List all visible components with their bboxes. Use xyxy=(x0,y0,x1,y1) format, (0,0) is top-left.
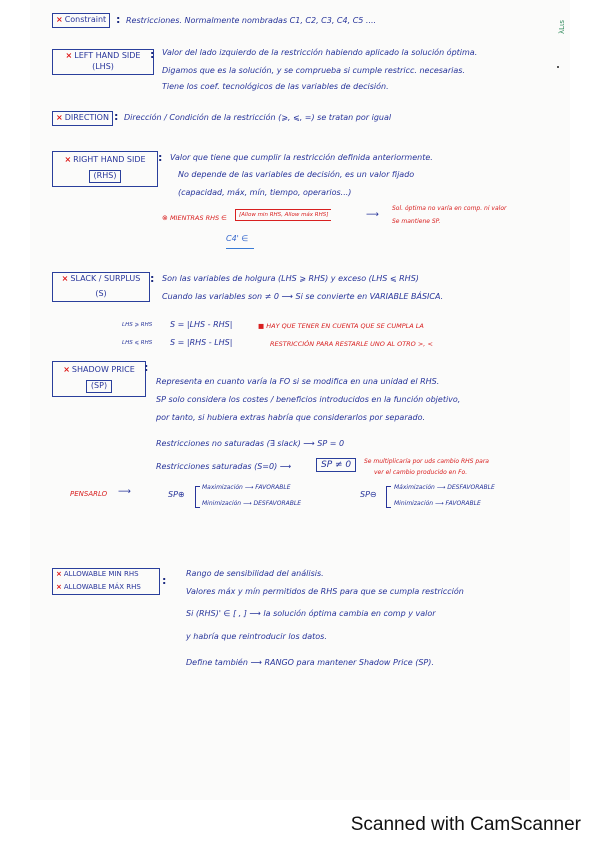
shadow-sat-note-1: Se multiplicaría por uds cambio RHS para xyxy=(364,458,489,465)
rhs-label-box: × RIGHT HAND SIDE (RHS) xyxy=(52,151,158,187)
slack-warning-1: ■ HAY QUE TENER EN CUENTA QUE SE CUMPLA LA xyxy=(258,322,424,330)
pensarlo-label: PENSARLO xyxy=(70,490,108,498)
constraint-label: Constraint xyxy=(64,15,107,24)
lhs-line-2: Digamos que es la solución, y se comprueba si cumple restricc. necesarias. xyxy=(162,66,465,75)
lhs-abbrev: (LHS) xyxy=(92,61,114,71)
allowable-line-2: Valores máx y mín permitidos de RHS para que se cumpla restricción xyxy=(186,587,464,596)
sp-plus-1: Maximización ⟶ FAVORABLE xyxy=(202,484,291,491)
allowable-min-label: ALLOWABLE MIN RHS xyxy=(63,570,139,578)
slack-formula1-cond: LHS ⩾ RHS xyxy=(122,322,153,328)
shadow-label-box: × SHADOW PRICE (SP) xyxy=(52,361,146,397)
direction-label: DIRECTION xyxy=(64,113,109,122)
constraint-label-box: × Constraint xyxy=(52,13,110,28)
sp-minus-1: Máximización ⟶ DESFAVORABLE xyxy=(394,484,495,491)
shadow-saturated: Restricciones saturadas (S=0) ⟶ xyxy=(156,462,292,471)
slack-formula-1: S = |LHS - RHS| xyxy=(170,320,233,329)
slack-label: SLACK / SURPLUS xyxy=(70,274,141,283)
sp-plus-label: SP⊕ xyxy=(168,490,185,499)
sp-minus-label: SP⊖ xyxy=(360,490,377,499)
rhs-label: RIGHT HAND SIDE xyxy=(73,155,146,164)
allowable-line-4: y habría que reintroducir los datos. xyxy=(186,632,327,641)
margin-mark: λLιs xyxy=(558,19,566,34)
rhs-line-3: (capacidad, máx, mín, tiempo, operarios...) xyxy=(178,188,352,197)
rhs-note-bracket: [Allow min RHS, Allow máx RHS] xyxy=(235,209,331,221)
sp-plus-2: Minimización ⟶ DESFAVORABLE xyxy=(202,500,301,507)
direction-text: Dirección / Condición de la restricción (⩾, ⩽, =) se tratan por igual xyxy=(124,113,392,122)
rhs-note-result-1: Sol. óptima no varía en comp. ni valor xyxy=(392,205,507,212)
arrow-icon: ⟶ xyxy=(118,487,131,497)
rhs-note-prefix: ⊗ MIENTRAS RHS ∈ xyxy=(162,214,227,222)
slack-formula-2: S = |RHS - LHS| xyxy=(170,338,233,347)
shadow-sat-note-2: ver el cambio producido en Fo. xyxy=(374,469,468,476)
shadow-line-3: por tanto, si hubiera extras habría que considerarlos por separado. xyxy=(156,413,426,422)
allowable-line-3: Si (RHS)' ∈ [ , ] ⟶ la solución óptima cambia en comp y valor xyxy=(186,609,436,618)
slack-line-2: Cuando las variables son ≠ 0 ⟶ Si se convierte en VARIABLE BÁSICA. xyxy=(162,292,444,301)
shadow-no-saturated: Restricciones no saturadas (∃ slack) ⟶ SP = 0 xyxy=(156,439,345,448)
allowable-line-1: Rango de sensibilidad del análisis. xyxy=(186,569,324,578)
scanned-page xyxy=(30,0,570,800)
rhs-line-2: No depende de las variables de decisión, es un valor fijado xyxy=(178,170,415,179)
blue-underline xyxy=(226,248,254,249)
colon: : xyxy=(144,361,149,374)
ink-dot xyxy=(557,66,559,68)
direction-label-box: × DIRECTION xyxy=(52,111,113,126)
allowable-max-label: ALLOWABLE MÁX RHS xyxy=(63,583,141,592)
colon: : xyxy=(114,110,119,123)
colon: : xyxy=(116,13,121,26)
slack-abbrev: (S) xyxy=(95,288,107,298)
brace-icon xyxy=(386,486,391,508)
lhs-line-1: Valor del lado izquierdo de la restricción habiendo aplicado la solución óptima. xyxy=(162,48,478,57)
shadow-line-1: Representa en cuanto varía la FO si se modifica en una unidad el RHS. xyxy=(156,377,440,386)
constraint-text: Restricciones. Normalmente nombradas C1, C2, C3, C4, C5 .... xyxy=(126,16,377,25)
camscanner-watermark: Scanned with CamScanner xyxy=(350,814,581,835)
allowable-label-box: × ALLOWABLE MIN RHS × ALLOWABLE MÁX RHS xyxy=(52,568,160,595)
lhs-label: LEFT HAND SIDE xyxy=(74,51,141,60)
lhs-label-box: × LEFT HAND SIDE (LHS) xyxy=(52,49,154,75)
sp-minus-2: Minimización ⟶ FAVORABLE xyxy=(394,500,481,507)
brace-icon xyxy=(195,486,200,508)
rhs-line-1: Valor que tiene que cumplir la restricción definida anteriormente. xyxy=(170,153,433,162)
slack-warning-2: RESTRICCIÓN PARA RESTARLE UNO AL OTRO >, < xyxy=(270,340,433,348)
allowable-line-5: Define también ⟶ RANGO para mantener Shadow Price (SP). xyxy=(186,658,434,667)
shadow-abbrev: (SP) xyxy=(86,380,112,393)
rhs-blue-note: C4' ∈ xyxy=(226,234,249,243)
colon: : xyxy=(162,574,167,587)
rhs-abbrev: (RHS) xyxy=(89,170,122,183)
shadow-line-2: SP solo considera los costes / beneficios introducidos en la función objetivo, xyxy=(156,395,461,404)
arrow-icon: ⟶ xyxy=(366,210,379,220)
slack-line-1: Son las variables de holgura (LHS ⩾ RHS) y exceso (LHS ⩽ RHS) xyxy=(162,274,419,283)
shadow-label: SHADOW PRICE xyxy=(71,365,135,374)
slack-formula2-cond: LHS ⩽ RHS xyxy=(122,340,153,346)
colon: : xyxy=(150,48,155,61)
rhs-note-result-2: Se mantiene SP. xyxy=(392,218,441,225)
shadow-sp-box: SP ≠ 0 xyxy=(316,458,356,472)
colon: : xyxy=(158,151,163,164)
colon: : xyxy=(150,272,155,285)
slack-label-box: × SLACK / SURPLUS (S) xyxy=(52,272,150,302)
lhs-line-3: Tiene los coef. tecnológicos de las variables de decisión. xyxy=(162,82,389,91)
